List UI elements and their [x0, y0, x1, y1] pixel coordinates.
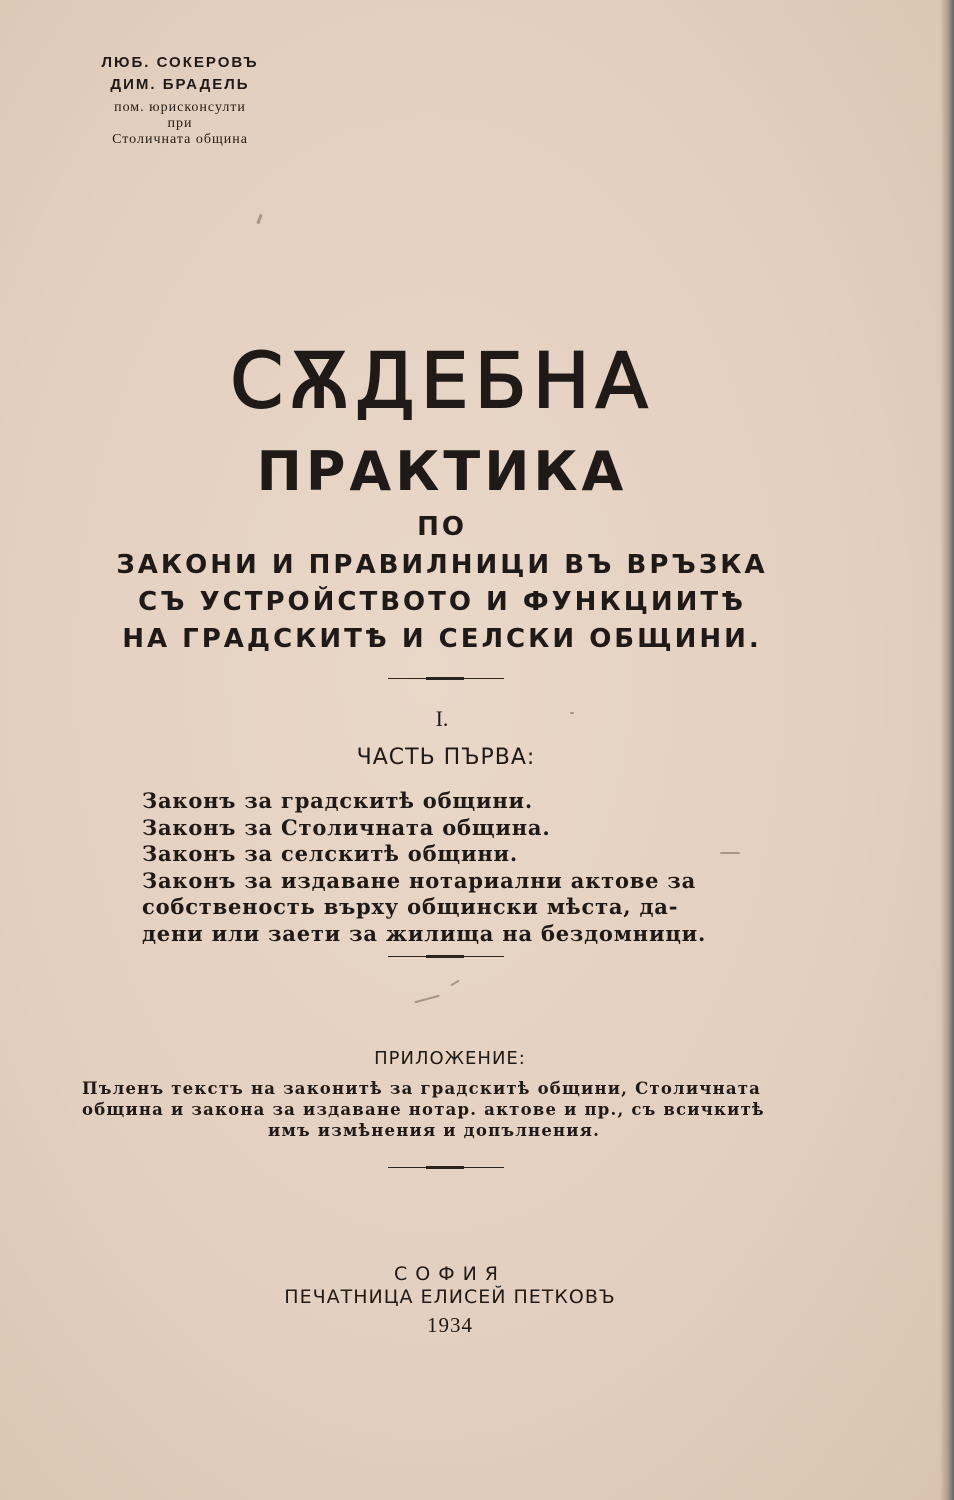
book-title-line-1: СѪДЕБНА	[230, 336, 654, 425]
paper-speck	[570, 712, 574, 714]
authors-role	[60, 100, 300, 148]
part-title: ЧАСТЬ ПЪРВА:	[356, 745, 536, 770]
authors-role-line: Столичната община	[112, 132, 248, 147]
ornamental-rule	[388, 1167, 504, 1168]
paper-speck	[450, 980, 460, 987]
law-item: собственость върху общински мѣста, да-	[142, 894, 679, 919]
imprint-city: СОФИЯ	[394, 1263, 506, 1285]
laws-list	[142, 788, 742, 947]
imprint-printer: ПЕЧАТНИЦА ЕЛИСЕЙ ПЕТКОВЪ	[284, 1286, 616, 1308]
subtitle-line: ЗАКОНИ И ПРАВИЛНИЦИ ВЪ ВРЪЗКА	[116, 550, 768, 580]
authors-block	[60, 52, 300, 96]
appendix-line: Пъленъ текстъ на законитѣ за градскитѣ общини, Столичната	[82, 1079, 762, 1098]
law-item: Законъ за Столичната община.	[142, 814, 551, 840]
ornamental-rule	[388, 678, 504, 679]
subtitle-po: ПО	[417, 512, 467, 542]
appendix-text	[82, 1078, 812, 1141]
ornamental-rule	[388, 956, 504, 957]
appendix-title: ПРИЛОЖЕНИЕ:	[374, 1048, 526, 1069]
part-number: I.	[435, 706, 449, 731]
appendix-line: община и закона за издаване нотар. актове и пр., съ всичкитѣ	[82, 1100, 765, 1119]
page-edge	[940, 0, 954, 1500]
authors-role-line: пом. юрисконсулти	[114, 100, 246, 115]
law-item: Законъ за издаване нотариални актове за	[142, 867, 697, 893]
book-title-line-2: ПРАКТИКА	[256, 440, 628, 503]
law-item: дени или заети за жилища на бездомници.	[142, 920, 707, 946]
paper-speck	[414, 995, 440, 1004]
authors-role-line: при	[167, 116, 193, 131]
subtitle-line: СЪ УСТРОЙСТВОТО И ФУНКЦИИТѢ	[138, 587, 746, 617]
paper-speck	[256, 214, 262, 224]
imprint-year: 1934	[427, 1313, 473, 1337]
law-item: Законъ за градскитѣ общини.	[142, 788, 533, 813]
appendix-line: имъ измѣнения и допълнения.	[268, 1121, 601, 1140]
author-name: ЛЮБ. СОКЕРОВЪ	[101, 54, 259, 71]
subtitle-line: НА ГРАДСКИТѢ И СЕЛСКИ ОБЩИНИ.	[122, 624, 762, 654]
paper-speck	[720, 852, 740, 854]
law-item: Законъ за селскитѣ общини.	[142, 841, 518, 866]
author-name: ДИМ. БРАДЕЛЬ	[110, 76, 250, 93]
